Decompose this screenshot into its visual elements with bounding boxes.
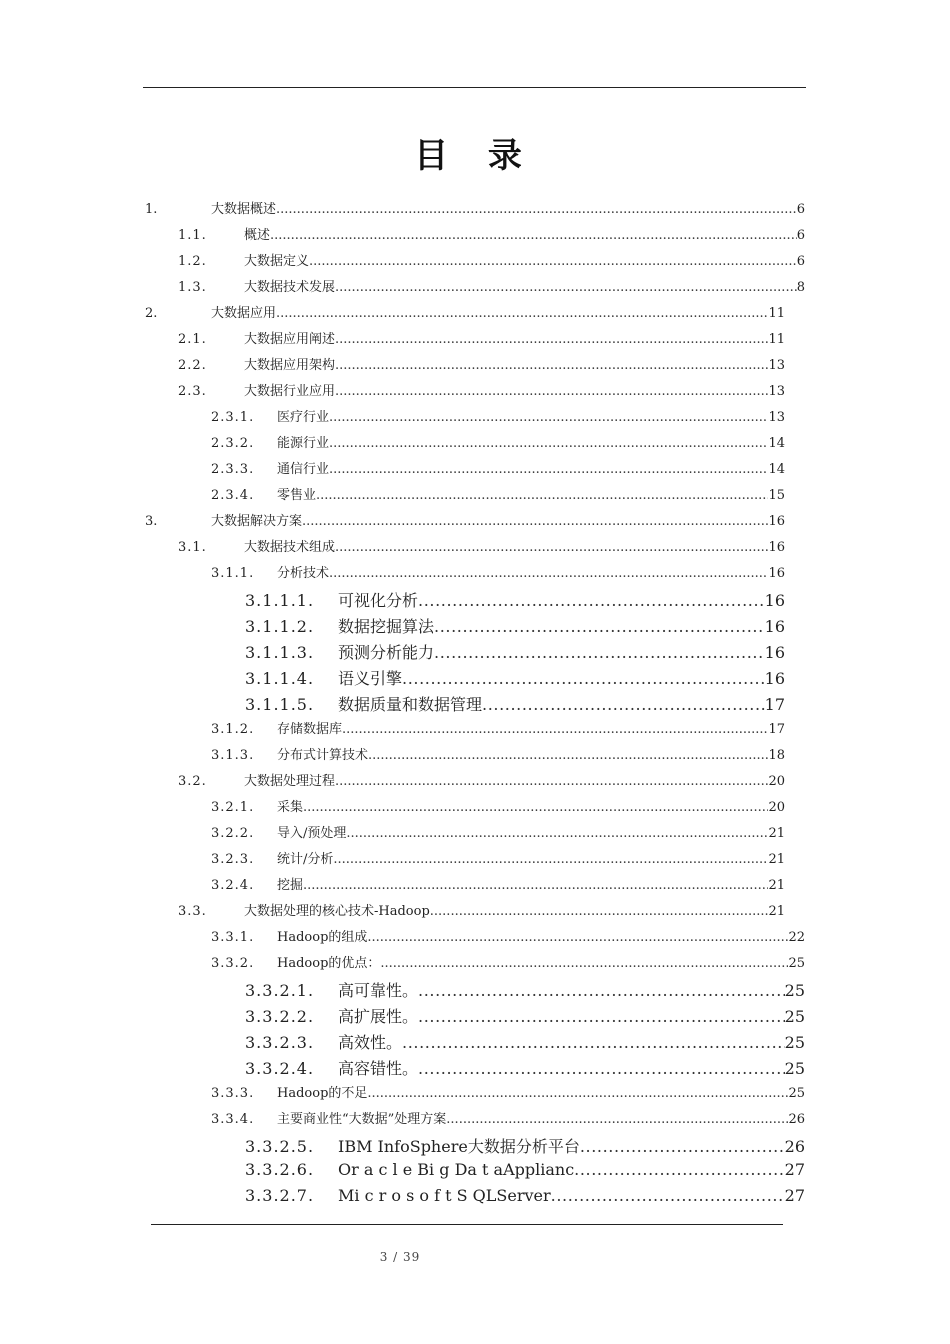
toc-leader — [329, 566, 768, 581]
toc-page: 25 — [788, 956, 805, 971]
toc-leader — [335, 280, 797, 295]
toc-title: 预测分析能力 — [338, 643, 435, 662]
toc-entry[interactable] — [211, 952, 805, 978]
toc-page: 16 — [764, 643, 785, 662]
toc-entry[interactable] — [245, 640, 785, 666]
toc-page: 6 — [796, 202, 805, 217]
toc-leader — [368, 748, 768, 763]
toc-page: 21 — [768, 826, 785, 841]
toc-entry[interactable] — [211, 822, 785, 848]
toc-page: 21 — [768, 878, 785, 893]
toc-title: Mi c r o s o f t S QLServer — [338, 1186, 551, 1205]
toc-entry[interactable] — [178, 536, 785, 562]
toc-title: 高可靠性。 — [338, 981, 419, 1000]
toc-leader — [402, 1033, 785, 1052]
toc-entry[interactable] — [245, 1134, 805, 1160]
toc-page: 20 — [768, 800, 785, 815]
toc-number: 3.1.1.5. — [245, 695, 315, 714]
toc-title: 大数据行业应用 — [244, 384, 336, 399]
toc-leader — [333, 852, 768, 867]
toc-title: 高效性。 — [338, 1033, 403, 1052]
toc-page: 17 — [768, 722, 785, 737]
toc-number: 1.3. — [178, 280, 207, 295]
toc-page: 21 — [768, 852, 785, 867]
toc-leader — [402, 669, 765, 688]
toc-number: 3.1.1. — [211, 566, 255, 581]
toc-leader — [367, 930, 788, 945]
toc-number: 3.1.3. — [211, 748, 255, 763]
toc-page: 27 — [784, 1160, 805, 1179]
toc-number: 3.3.2.5. — [245, 1137, 315, 1156]
toc-leader — [346, 826, 768, 841]
toc-title: 大数据定义 — [244, 254, 310, 269]
toc-page: 25 — [784, 1033, 805, 1052]
toc-title: 大数据应用架构 — [244, 358, 336, 373]
toc-number: 3.3.2.1. — [245, 981, 315, 1000]
toc-title: 大数据处理过程 — [244, 774, 336, 789]
toc-page: 26 — [788, 1112, 805, 1127]
toc-leader — [430, 904, 769, 919]
toc-number: 3.1.1.4. — [245, 669, 315, 688]
toc-leader — [335, 540, 768, 555]
toc-leader — [335, 384, 768, 399]
toc-title: 挖掘 — [277, 878, 304, 893]
toc-leader — [418, 1059, 785, 1078]
toc-page: 25 — [788, 1086, 805, 1101]
toc-leader — [335, 774, 768, 789]
toc-page: 26 — [784, 1137, 805, 1156]
toc-leader — [316, 488, 768, 503]
toc-entry[interactable] — [245, 692, 785, 718]
toc-entry[interactable] — [211, 562, 785, 588]
toc-page: 16 — [768, 514, 785, 529]
toc-title: 分布式计算技术 — [277, 748, 369, 763]
toc-leader — [302, 514, 768, 529]
toc-leader — [276, 202, 797, 217]
toc-number: 3.1.1.2. — [245, 617, 315, 636]
toc-number: 1.2. — [178, 254, 207, 269]
toc-number: 3.2.2. — [211, 826, 255, 841]
toc-number: 3.1.1.1. — [245, 591, 315, 610]
toc-title: Hadoop的优点： — [277, 956, 381, 971]
toc-page: 6 — [796, 228, 805, 243]
toc-number: 2.3.4. — [211, 488, 255, 503]
toc-title: Or a c l e Bi g Da t aApplianc — [338, 1160, 575, 1179]
toc-page: 8 — [796, 280, 805, 295]
toc-leader — [367, 1086, 788, 1101]
toc-entry[interactable] — [211, 926, 805, 952]
toc-number: 3.3.4. — [211, 1112, 255, 1127]
toc-entry[interactable] — [145, 302, 785, 328]
toc-number: 3.1.1.3. — [245, 643, 315, 662]
toc-title: 统计/分析 — [277, 852, 334, 867]
toc-number: 1. — [145, 202, 158, 217]
toc-entry[interactable] — [211, 744, 785, 770]
toc-entry[interactable] — [245, 1056, 805, 1082]
toc-leader — [309, 254, 797, 269]
toc-leader — [580, 1137, 785, 1156]
toc-title: 医疗行业 — [277, 410, 330, 425]
toc-page: 16 — [764, 591, 785, 610]
toc-entry[interactable] — [211, 1082, 805, 1108]
toc-number: 3.2.3. — [211, 852, 255, 867]
toc-number: 3.3.2. — [211, 956, 255, 971]
toc-number: 3.2.1. — [211, 800, 255, 815]
toc-entry[interactable] — [211, 874, 785, 900]
toc-title: 大数据技术组成 — [244, 540, 336, 555]
toc-entry[interactable] — [211, 848, 785, 874]
toc-title: 采集 — [277, 800, 304, 815]
toc-entry[interactable] — [178, 354, 785, 380]
toc-leader — [434, 643, 765, 662]
toc-page: 25 — [784, 1059, 805, 1078]
toc-number: 3.2. — [178, 774, 207, 789]
toc-page: 15 — [768, 488, 785, 503]
toc-page: 27 — [784, 1186, 805, 1205]
toc-entry[interactable] — [211, 484, 785, 510]
toc-entry[interactable] — [178, 900, 785, 926]
toc-page: 11 — [768, 306, 785, 321]
toc-page: 14 — [768, 462, 785, 477]
toc-number: 3.3.2.2. — [245, 1007, 315, 1026]
toc-leader — [482, 695, 765, 714]
toc-entry[interactable] — [145, 510, 785, 536]
toc-leader — [446, 1112, 788, 1127]
toc-number: 3.3.3. — [211, 1086, 255, 1101]
toc-number: 2.3. — [178, 384, 207, 399]
toc-number: 2. — [145, 306, 158, 321]
toc-title: 导入/预处理 — [277, 826, 347, 841]
toc-title: 数据挖掘算法 — [338, 617, 435, 636]
toc-title: 通信行业 — [277, 462, 330, 477]
toc-leader — [434, 617, 765, 636]
toc-title: 高扩展性。 — [338, 1007, 419, 1026]
toc-title: 可视化分析 — [338, 591, 419, 610]
toc-number: 3.3. — [178, 904, 207, 919]
toc-page: 25 — [784, 1007, 805, 1026]
footer-rule — [151, 1224, 783, 1225]
toc-page: 11 — [768, 332, 785, 347]
toc-title: 概述 — [244, 228, 271, 243]
page-title: 目 录 — [414, 136, 536, 176]
toc-title: 大数据应用 — [211, 306, 277, 321]
toc-entry[interactable] — [245, 614, 785, 640]
toc-number: 1.1. — [178, 228, 207, 243]
toc-title: IBM InfoSphere大数据分析平台 — [338, 1137, 580, 1156]
toc-entry[interactable] — [245, 666, 785, 692]
toc-number: 3.3.2.4. — [245, 1059, 315, 1078]
toc-number: 2.3.2. — [211, 436, 255, 451]
toc-title: 语义引擎 — [338, 669, 403, 688]
toc-title: 大数据技术发展 — [244, 280, 336, 295]
toc-entry[interactable] — [245, 978, 805, 1004]
toc-number: 2.2. — [178, 358, 207, 373]
toc-entry[interactable] — [178, 250, 805, 276]
toc-leader — [342, 722, 768, 737]
toc-title: 大数据应用阐述 — [244, 332, 336, 347]
toc-entry[interactable] — [245, 1186, 805, 1212]
toc-number: 2.3.3. — [211, 462, 255, 477]
toc-entry[interactable] — [178, 328, 785, 354]
toc-title: 数据质量和数据管理 — [338, 695, 483, 714]
toc-leader — [335, 332, 768, 347]
toc-entry[interactable] — [211, 406, 785, 432]
toc-number: 3.3.2.3. — [245, 1033, 315, 1052]
toc-entry[interactable] — [245, 588, 785, 614]
toc-number: 2.3.1. — [211, 410, 255, 425]
toc-entry[interactable] — [178, 224, 805, 250]
page-number: 3 / 39 — [379, 1250, 421, 1264]
toc-entry[interactable] — [211, 458, 785, 484]
toc-page: 16 — [764, 617, 785, 636]
toc-title: 零售业 — [277, 488, 317, 503]
toc-leader — [418, 1007, 785, 1026]
toc-leader — [551, 1186, 785, 1205]
toc-leader — [303, 878, 768, 893]
toc-title: 能源行业 — [277, 436, 330, 451]
toc-leader — [418, 981, 785, 1000]
toc-leader — [270, 228, 797, 243]
toc-entry[interactable] — [211, 796, 785, 822]
toc-leader — [380, 956, 788, 971]
toc-page: 25 — [784, 981, 805, 1000]
toc-leader — [329, 436, 768, 451]
toc-page: 21 — [768, 904, 785, 919]
toc-number: 3.3.2.7. — [245, 1186, 315, 1205]
toc-entry[interactable] — [211, 432, 785, 458]
toc-number: 3.2.4. — [211, 878, 255, 893]
toc-title: 分析技术 — [277, 566, 330, 581]
toc-number: 3.1. — [178, 540, 207, 555]
toc-title: 存储数据库 — [277, 722, 343, 737]
toc-title: 主要商业性“大数据”处理方案 — [277, 1112, 447, 1127]
toc-entry[interactable] — [211, 1108, 805, 1134]
toc-page: 16 — [768, 540, 785, 555]
toc-leader — [329, 410, 768, 425]
toc-number: 3.3.2.6. — [245, 1160, 315, 1179]
toc-entry[interactable] — [178, 276, 805, 302]
toc-title: 大数据处理的核心技术-Hadoop — [244, 904, 430, 919]
toc-page: 13 — [768, 384, 785, 399]
toc-entry[interactable] — [245, 1004, 805, 1030]
toc-page: 13 — [768, 358, 785, 373]
toc-entry[interactable] — [211, 718, 785, 744]
toc-page: 16 — [764, 669, 785, 688]
toc-number: 2.1. — [178, 332, 207, 347]
toc-leader — [418, 591, 765, 610]
toc-number: 3.1.2. — [211, 722, 255, 737]
toc-title: 大数据概述 — [211, 202, 277, 217]
toc-page: 13 — [768, 410, 785, 425]
toc-page: 18 — [768, 748, 785, 763]
toc-leader — [574, 1160, 784, 1179]
toc-leader — [303, 800, 768, 815]
toc-entry[interactable] — [245, 1030, 805, 1056]
toc-entry[interactable] — [245, 1160, 805, 1186]
toc-entry[interactable] — [178, 770, 785, 796]
toc-page: 16 — [768, 566, 785, 581]
toc-title: Hadoop的不足 — [277, 1086, 368, 1101]
header-rule — [143, 87, 806, 88]
toc-entry[interactable] — [145, 198, 805, 224]
toc-page: 20 — [768, 774, 785, 789]
toc-title: 高容错性。 — [338, 1059, 419, 1078]
toc-entry[interactable] — [178, 380, 785, 406]
toc-page: 6 — [796, 254, 805, 269]
toc-title: Hadoop的组成 — [277, 930, 368, 945]
toc-leader — [335, 358, 768, 373]
toc-number: 3. — [145, 514, 158, 529]
toc-title: 大数据解决方案 — [211, 514, 303, 529]
toc-page: 17 — [764, 695, 785, 714]
toc-leader — [329, 462, 768, 477]
toc-leader — [276, 306, 768, 321]
toc-number: 3.3.1. — [211, 930, 255, 945]
toc-page: 14 — [768, 436, 785, 451]
toc-page: 22 — [788, 930, 805, 945]
